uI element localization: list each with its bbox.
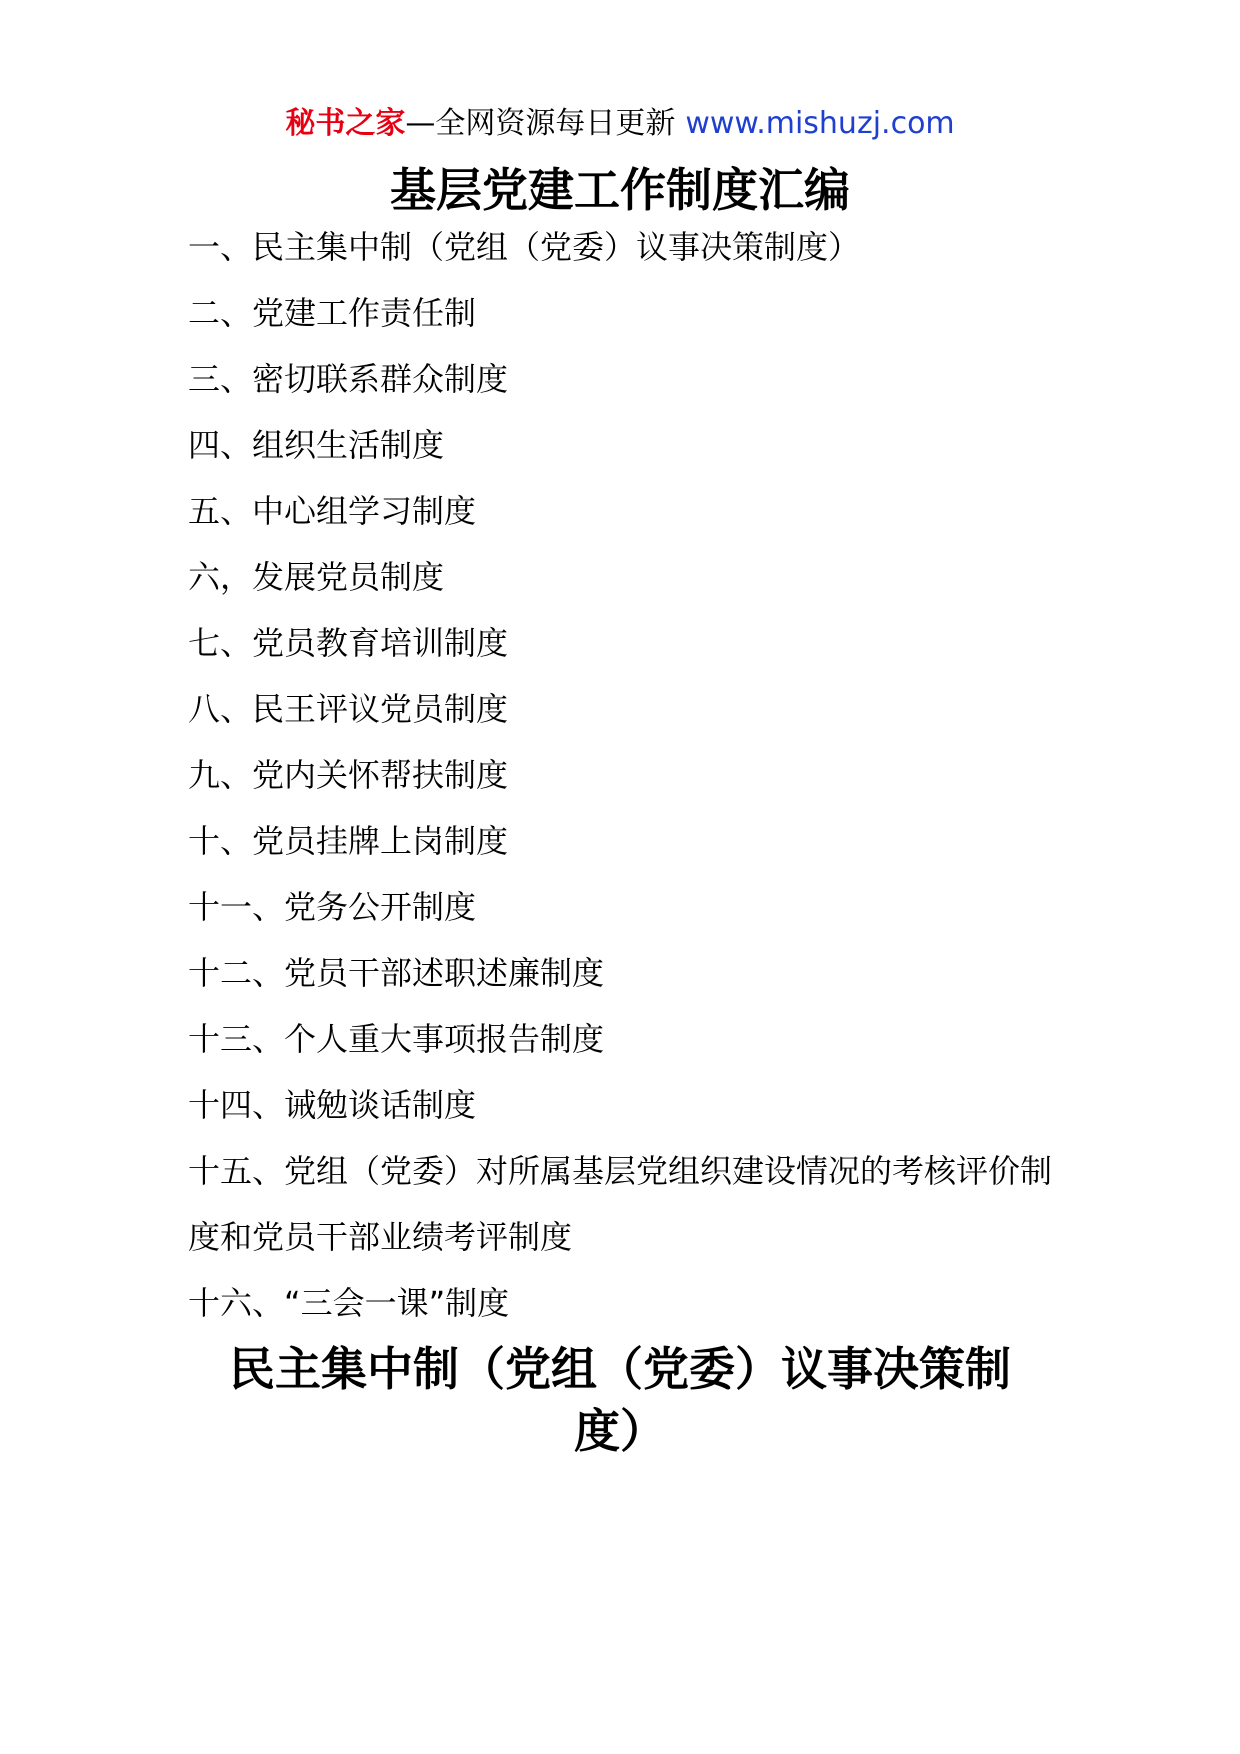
toc-item: 十五、党组（党委）对所属基层党组织建设情况的考核评价制度和党员干部业绩考评制度	[188, 1152, 1053, 1256]
toc-item: 九、党内关怀帮扶制度	[188, 756, 509, 794]
toc-item: 十三、个人重大事项报告制度	[188, 1020, 605, 1058]
toc-item: 五、中心组学习制度	[188, 492, 477, 530]
toc-item: 十二、党员干部述职述廉制度	[188, 954, 605, 992]
site-header	[0, 102, 1240, 146]
toc-item: 十、党员挂牌上岗制度	[188, 822, 509, 860]
toc-item: 三、密切联系群众制度	[188, 360, 509, 398]
toc-item: 四、组织生活制度	[188, 426, 445, 464]
toc-item: 六，发展党员制度	[188, 558, 445, 596]
table-of-contents	[188, 214, 1068, 1336]
toc-item: 十六、“三会一课”制度	[188, 1284, 510, 1322]
toc-item: 八、民王评议党员制度	[188, 690, 509, 728]
header-tagline: —全网资源每日更新	[405, 106, 676, 141]
document-title: 基层党建工作制度汇编	[390, 163, 850, 217]
toc-item: 七、党员教育培训制度	[188, 624, 509, 662]
toc-item: 一、民主集中制（党组（党委）议事决策制度）	[188, 228, 861, 266]
toc-item: 二、党建工作责任制	[188, 294, 477, 332]
section-heading: 民主集中制（党组（党委）议事决策制度）	[229, 1342, 1011, 1458]
brand-name: 秘书之家	[285, 106, 406, 141]
toc-item: 十一、党务公开制度	[188, 888, 477, 926]
site-url-link[interactable]: www.mishuzj.com	[685, 106, 955, 141]
toc-item: 十四、诫勉谈话制度	[188, 1086, 477, 1124]
